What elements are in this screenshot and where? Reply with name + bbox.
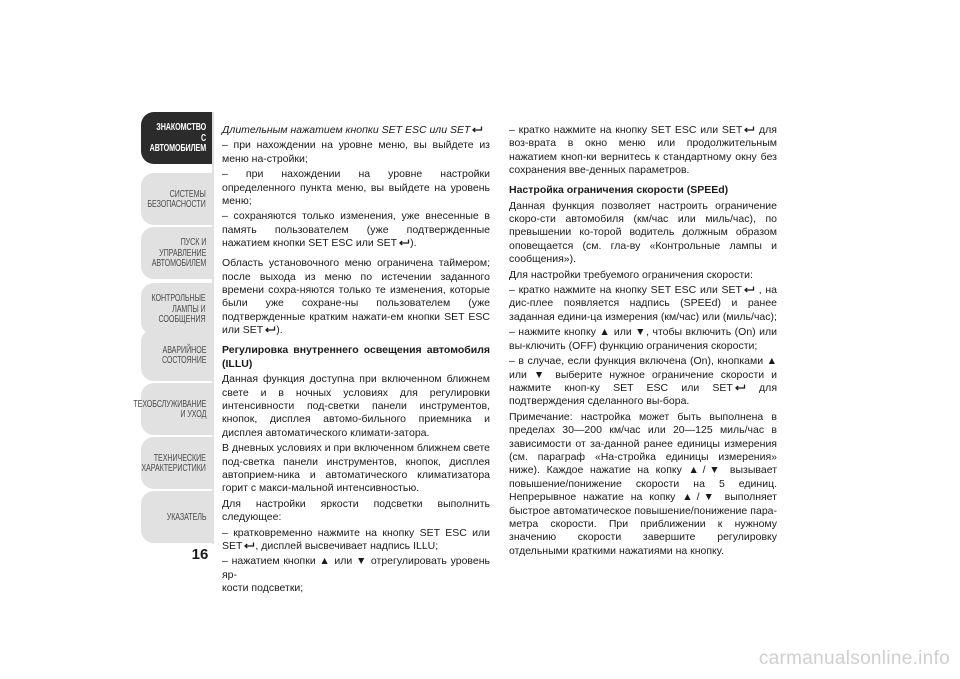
text: Длительным нажатием кнопки SET ESC или SET [222,124,471,136]
text: – в случае, если функция включена (On), кнопками ▲ или ▼ выберите нужное ограничение скорости и нажмите кноп-ку SET ESC или SET [509,355,777,394]
watermark: carmanualsonline.info [758,648,950,669]
text: – нажатием кнопки ▲ или ▼ отрегулировать уровень яр- [222,555,490,581]
paragraph [222,257,490,337]
tab-maintenance[interactable] [133,383,212,435]
tab-label: АВАРИЙНОЕ СОСТОЯНИЕ [161,343,206,366]
paragraph [222,210,490,250]
paragraph [509,355,777,409]
enter-icon [399,239,410,247]
paragraph: – при нахождении на уровне меню, вы выйдете из меню на-стройки; [222,139,490,165]
tab-driving[interactable] [141,227,212,279]
enter-icon [244,542,255,550]
section-heading: Регулировка внутреннего освещения автомобиля (ILLU) [222,344,490,370]
paragraph [222,555,490,595]
left-column [222,124,490,598]
paragraph: В дневных условиях и при включенном ближнем свете под-светка панели инструментов, кнопок, дисплея автоприем-ника и автоматического климатизатора горит с макси-мальной интенсивностью. [222,442,490,495]
paragraph [222,527,490,554]
section-heading: Настройка ограничения скорости (SPEEd) [509,184,729,197]
tab-label: КОНТРОЛЬНЫЕ ЛАМПЫ И СООБЩЕНИЯ [151,292,206,326]
paragraph [222,124,490,137]
text: ). [276,324,283,337]
enter-icon [265,326,276,334]
enter-icon [744,286,755,294]
text: , дисплей высвечивает надпись ILLU; [255,539,439,552]
text: для воз-врата в окно меню или продолжительным нажатием кноп-ки вернитесь к стандартному окну без сохранения вве-денных параметров. [509,124,777,177]
text: кости подсветки; [222,582,304,595]
sidebar-divider [212,112,214,544]
paragraph: Данная функция позволяет настроить ограничение скоро-сти автомобиля (км/час или миль/час), по превышении ко-торой водитель должным образом оповещается (см. гла-ву «Контрольные лампы и сообщения»). [509,199,777,266]
text: – сохраняются только изменения, уже внесенные в память пользователем (уже подтвержденные нажатием кнопки SET ESC или SET [222,210,490,250]
tab-intro[interactable] [141,112,212,164]
tab-label: ЗНАКОМСТВО С АВТОМОБИЛЕМ [149,121,206,155]
paragraph [509,124,777,178]
text: для подтверждения сделанного вы-бора. [509,381,777,408]
tab-warning-lights[interactable] [141,283,212,335]
tab-label: ТЕХОБСЛУЖИВАНИЕ И УХОД [133,397,206,420]
paragraph: Для настройки яркости подсветки выполнить следующее: [222,497,490,524]
tab-safety[interactable] [141,173,212,225]
text: – кратко нажмите на кнопку SET ESC или SET [509,124,743,136]
enter-icon [735,384,746,392]
text: Область установочного меню ограничена таймером; после выхода из меню по истечении заданного времени сохра-няются только те изменения, которые были уже сохране-ны пользователем (уже подтвержденные кратким нажати-ем кнопки SET ESC или SET [222,257,490,337]
paragraph [509,284,777,324]
paragraph: – при нахождении на уровне настройки определенного пункта меню, вы выйдете на уровень меню; [222,168,490,208]
paragraph: Для настройки требуемого ограничения скорости: [509,268,753,281]
tab-index[interactable] [141,491,212,543]
page-number: 16 [191,546,209,563]
enter-icon [472,126,483,134]
right-column [509,124,777,560]
paragraph: Данная функция доступна при включенном ближнем свете и в ночных условиях для регулировки интенсивности под-светки панели инструментов, кнопок, дисплея автомо-бильного приемника и дисплея автоматического климати-затора. [222,373,490,439]
text: – кратко нажмите на кнопку SET ESC или SET [509,284,742,297]
tab-label: ПУСК И УПРАВЛЕНИЕ АВТОМОБИЛЕМ [151,236,206,270]
text: , на дис-плее появляется надпись (SPEEd) и ранее заданная едини-ца измерения (км/час) или (миль/час); [509,284,777,323]
tab-emergency[interactable] [141,329,212,381]
text: ). [410,237,417,250]
text: – кратковременно нажмите на кнопку SET ESC или SET [222,526,490,552]
tab-label: УКАЗАТЕЛЬ [166,510,206,523]
paragraph: Примечание: настройка может быть выполнена в пределах 30—200 км/час или 20—125 миль/час в зависимости от за-данной ранее единицы измерения (см. параграф «На-стройка единицы измерения» ниже). Каждое нажатие на копку ▲/▼ вызывает повышение/понижение скорости на 5 единиц. Непрерывное нажатие на копку ▲/▼ выполняет быстрое автоматическое повышение/понижение пара-метра скорости. При приближении к нужному значению скорости завершите регулировку отдельными краткими нажатиями на кнопку. [509,410,777,557]
enter-icon [744,126,755,134]
tab-specifications[interactable] [141,437,212,489]
tab-label: СИСТЕМЫ БЕЗОПАСНОСТИ [147,187,206,210]
tab-label: ТЕХНИЧЕСКИЕ ХАРАКТЕРИСТИКИ [141,451,206,474]
paragraph: – нажмите кнопку ▲ или ▼, чтобы включить (On) или вы-ключить (OFF) функцию ограничения скорости; [509,326,777,352]
